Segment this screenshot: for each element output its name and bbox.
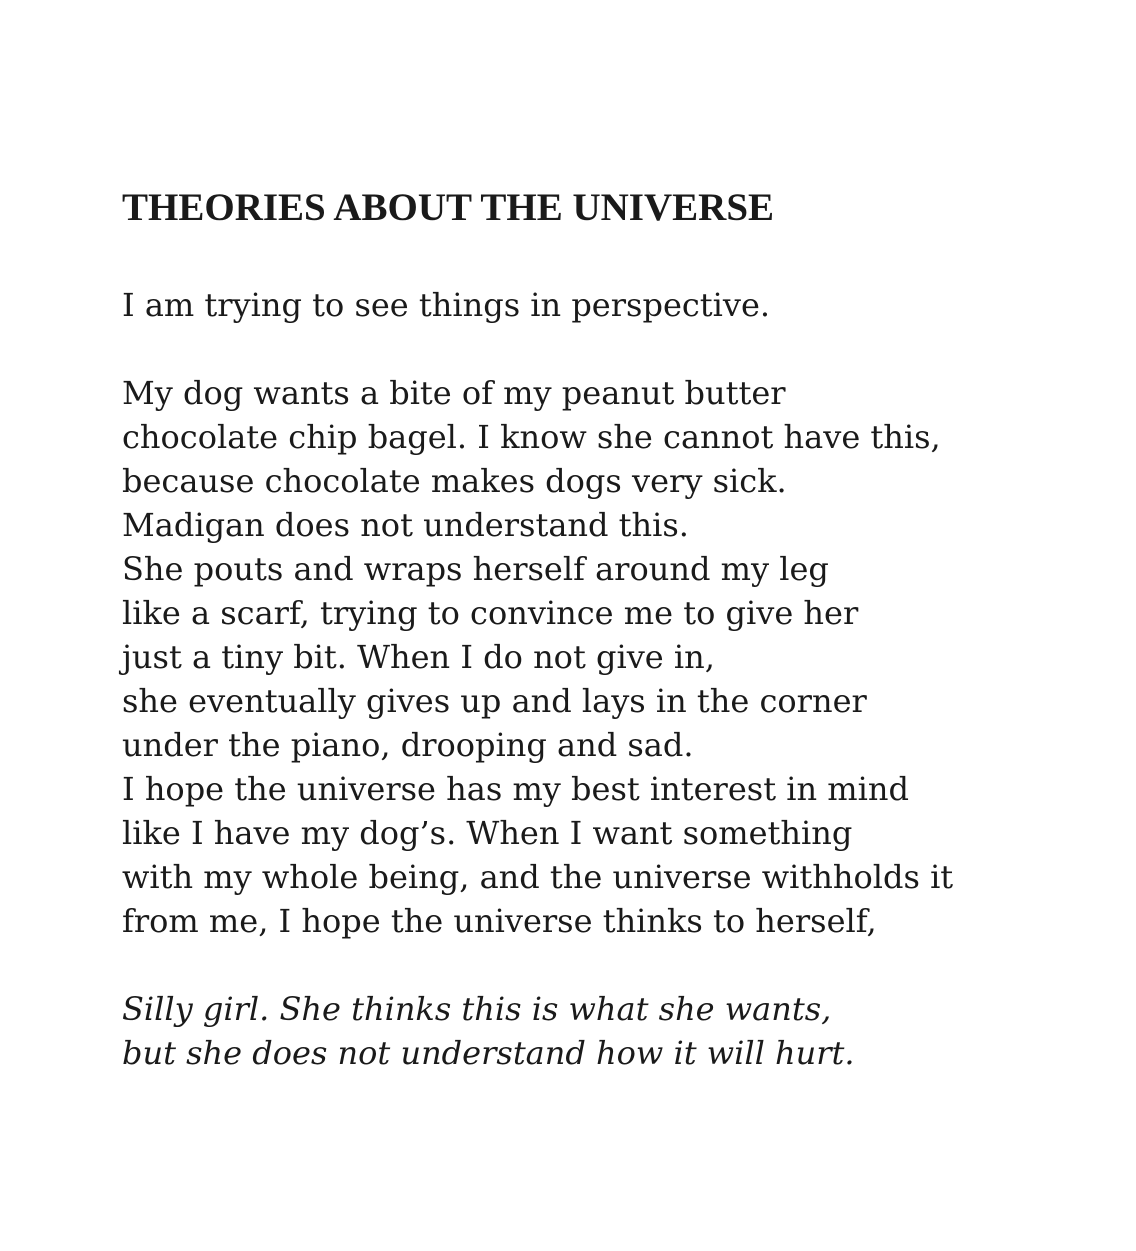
poem-line: she eventually gives up and lays in the corner: [122, 682, 867, 720]
poem-line: She pouts and wraps herself around my leg: [122, 550, 829, 588]
poem-page: [122, 186, 1082, 1075]
stanza-1: [122, 283, 1082, 327]
poem-line: like a scarf, trying to convince me to give her: [122, 594, 859, 632]
stanza-3-italic: [122, 987, 1082, 1075]
poem-title: THEORIES ABOUT THE UNIVERSE: [122, 186, 775, 229]
poem-line: under the piano, drooping and sad.: [122, 726, 694, 764]
poem-line: like I have my dog’s. When I want something: [122, 814, 853, 852]
poem-line: but she does not understand how it will hurt.: [122, 1034, 855, 1072]
poem-line: I hope the universe has my best interest in mind: [122, 770, 909, 808]
stanza-2: [122, 371, 1082, 943]
poem-line: from me, I hope the universe thinks to herself,: [122, 902, 877, 940]
poem-line: I am trying to see things in perspective.: [122, 286, 771, 324]
poem-line: chocolate chip bagel. I know she cannot have this,: [122, 418, 941, 456]
poem-line: My dog wants a bite of my peanut butter: [122, 374, 786, 412]
poem-line: Silly girl. She thinks this is what she wants,: [122, 990, 832, 1028]
poem-line: Madigan does not understand this.: [122, 506, 689, 544]
poem-line: just a tiny bit. When I do not give in,: [122, 638, 715, 676]
poem-line: because chocolate makes dogs very sick.: [122, 462, 787, 500]
poem-line: with my whole being, and the universe withholds it: [122, 858, 954, 896]
